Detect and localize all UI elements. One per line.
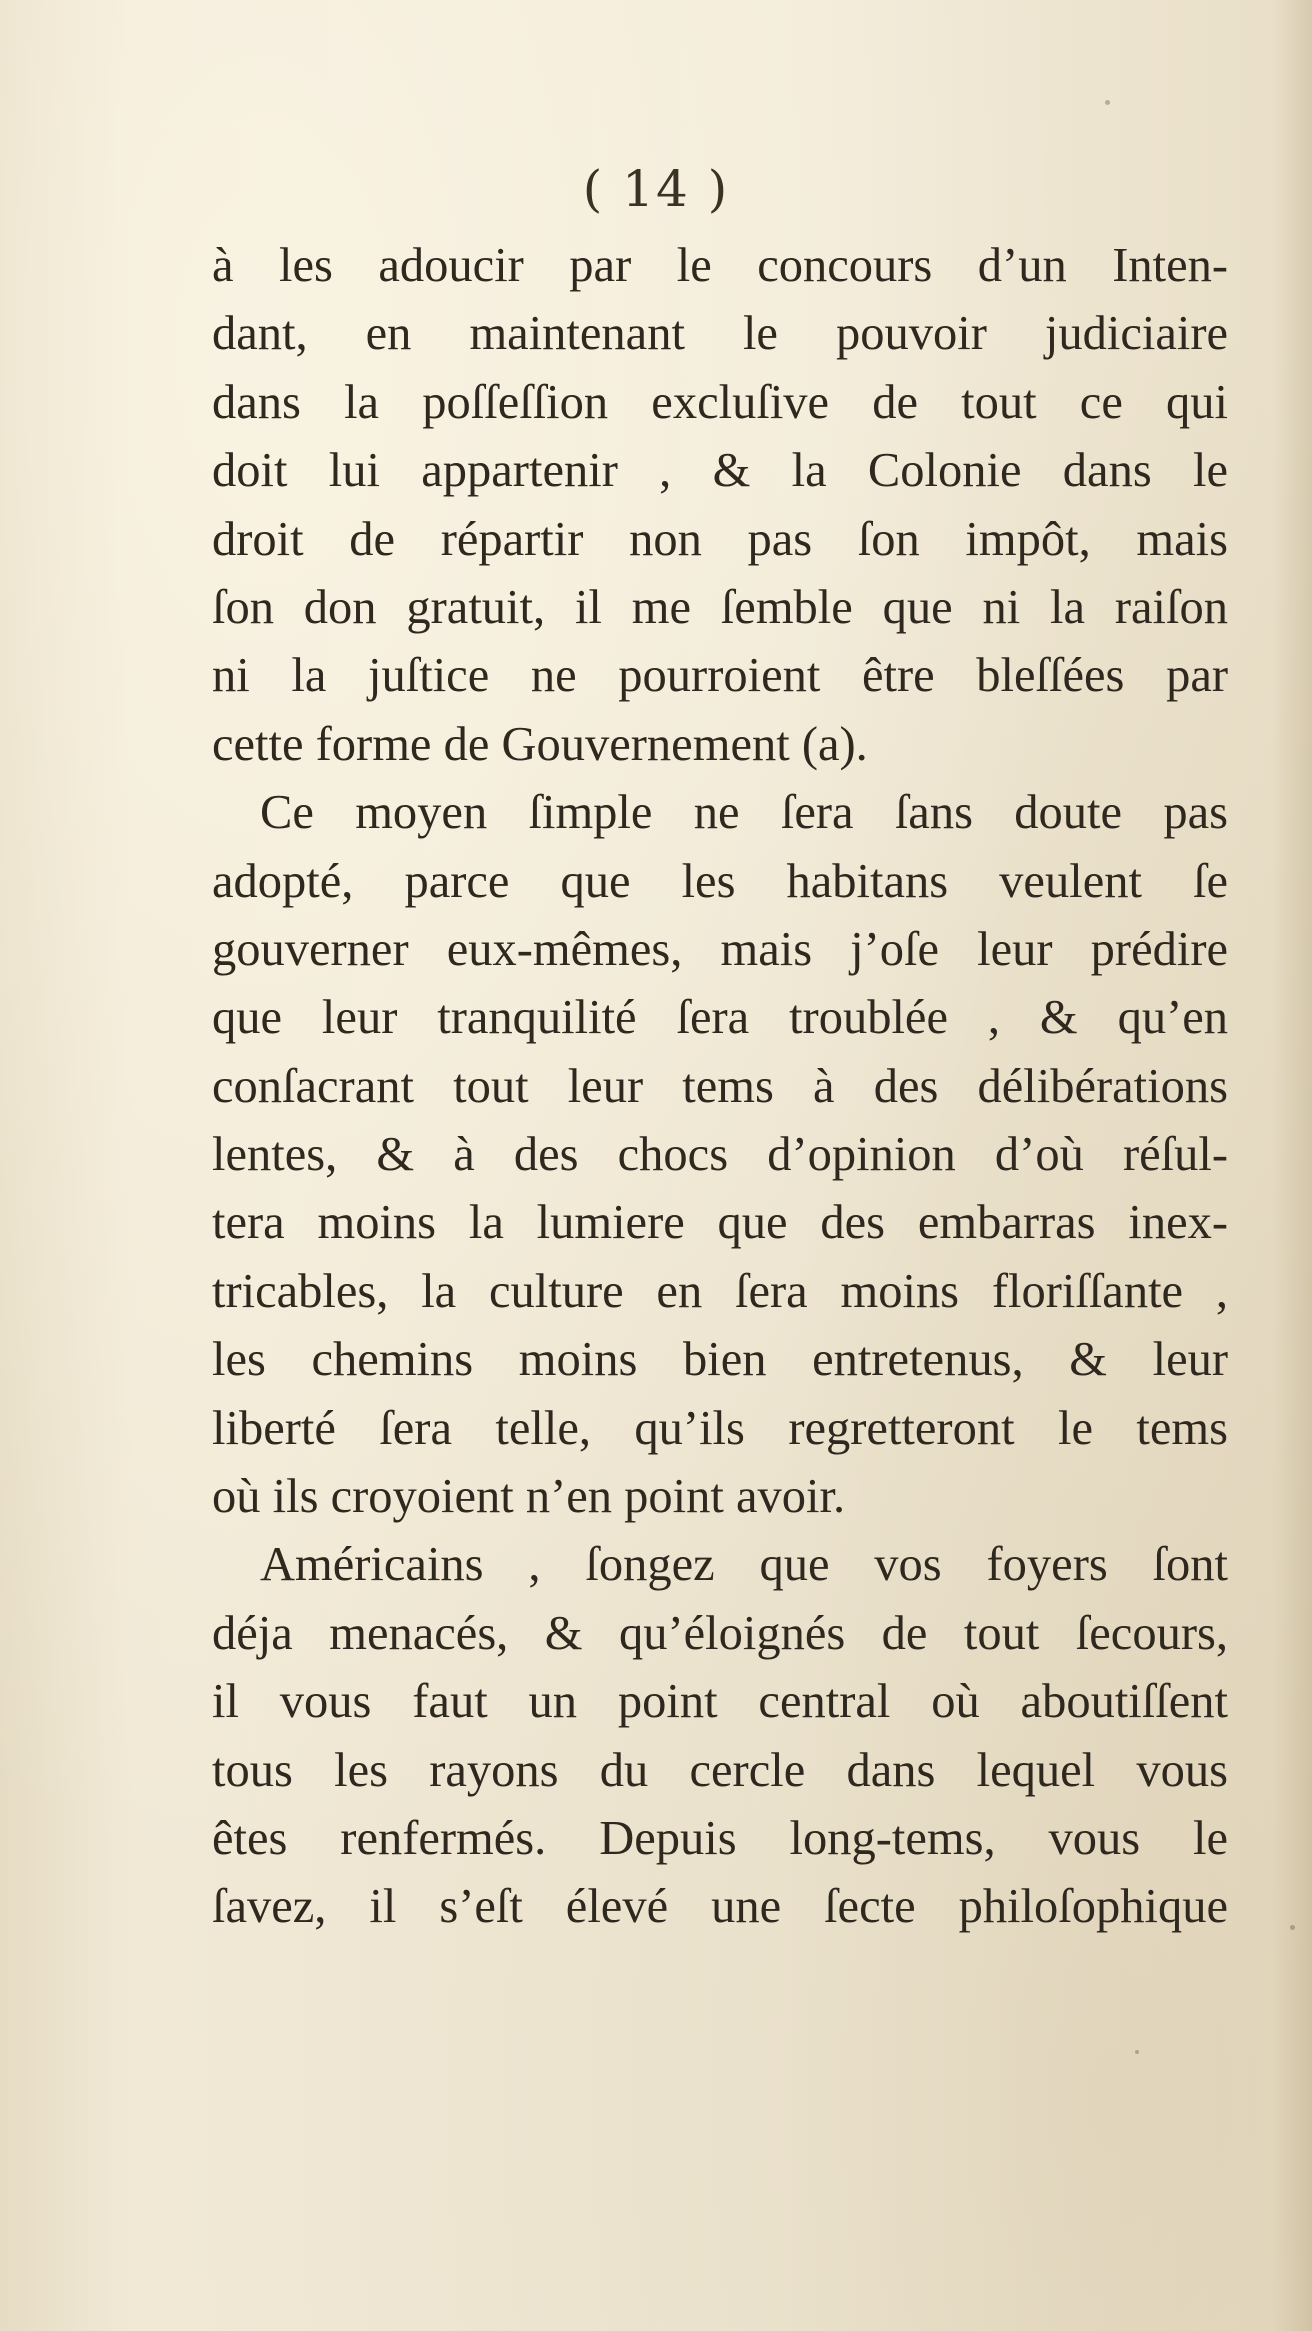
body-text: [212, 232, 1228, 1942]
text-line: dant, en maintenant le pouvoir judiciaire: [212, 307, 1228, 361]
text-line: Ce moyen ſimple ne ſera ſans doute pas: [260, 786, 1228, 840]
text-line: tous les rayons du cercle dans lequel vous: [212, 1743, 1228, 1797]
text-line: que leur tranquilité ſera troublée , & qu’en: [212, 991, 1228, 1045]
paper-speck: [1290, 1925, 1295, 1930]
text-line: tera moins la lumiere que des embarras inex-: [212, 1196, 1228, 1250]
paper-speck: [1105, 100, 1110, 105]
text-line: déja menacés, & qu’éloignés de tout ſecours,: [212, 1606, 1228, 1660]
page-edge-shadow: [1272, 0, 1312, 2331]
text-line: dans la poſſeſſion excluſive de tout ce qui: [212, 375, 1228, 429]
text-line: lentes, & à des chocs d’opinion d’où réſul-: [212, 1128, 1228, 1182]
text-line: cette forme de Gouvernement (a).: [212, 717, 868, 771]
text-line: Américains , ſongez que vos foyers ſont: [260, 1538, 1228, 1592]
text-line: conſacrant tout leur tems à des délibérations: [212, 1059, 1228, 1113]
page-number: ( 14 ): [582, 160, 730, 218]
text-line: adopté, parce que les habitans veulent ſe: [212, 854, 1228, 908]
text-line: êtes renfermés. Depuis long-tems, vous le: [212, 1811, 1228, 1865]
text-line: gouverner eux-mêmes, mais j’oſe leur prédire: [212, 922, 1228, 976]
text-line: où ils croyoient n’en point avoir.: [212, 1470, 846, 1524]
text-line: à les adoucir par le concours d’un Inten-: [212, 239, 1228, 292]
text-line: les chemins moins bien entretenus, & leur: [212, 1333, 1228, 1387]
text-line: tricables, la culture en ſera moins floriſſante ,: [212, 1264, 1228, 1318]
text-line: liberté ſera telle, qu’ils regretteront le tems: [212, 1401, 1228, 1455]
paper-speck: [1135, 2050, 1139, 2054]
text-line: ni la juſtice ne pourroient être bleſſées par: [212, 649, 1228, 703]
text-line: ſon don gratuit, il me ſemble que ni la raiſon: [212, 580, 1228, 634]
text-line: ſavez, il s’eſt élevé une ſecte philoſophique: [212, 1880, 1228, 1934]
text-line: droit de répartir non pas ſon impôt, mais: [212, 512, 1228, 566]
text-line: doit lui appartenir , & la Colonie dans le: [212, 444, 1228, 498]
text-line: il vous faut un point central où aboutiſſent: [212, 1675, 1228, 1729]
